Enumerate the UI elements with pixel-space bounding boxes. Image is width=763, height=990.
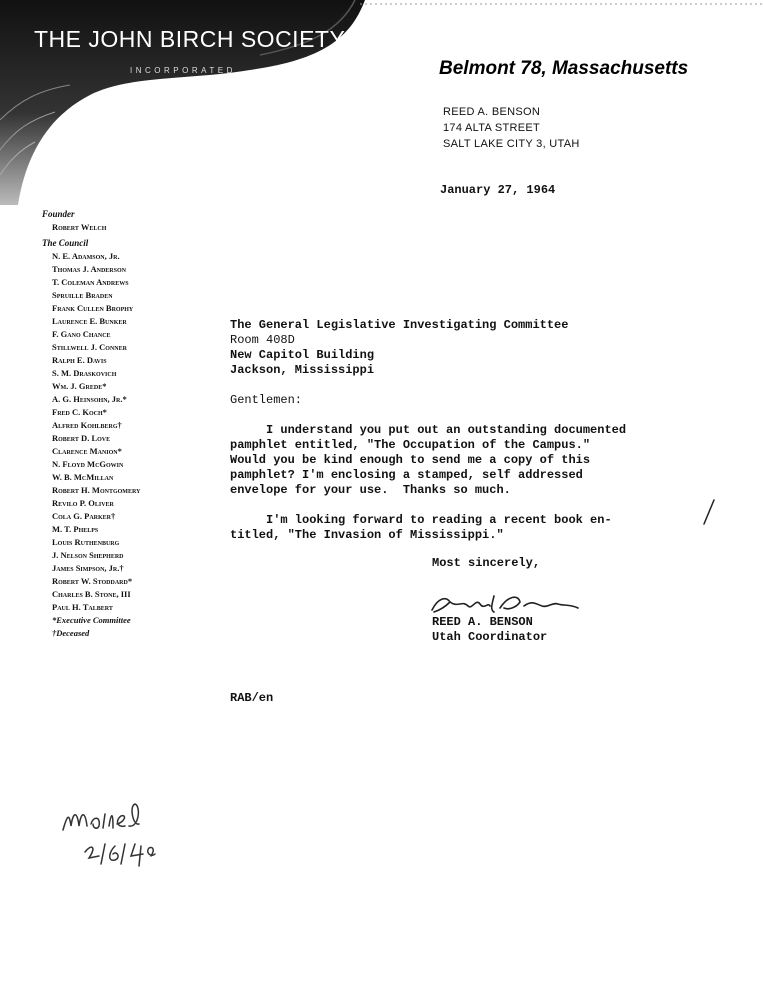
body-line: envelope for your use. Thanks so much.: [230, 483, 511, 497]
recipient-line: Room 408D: [230, 333, 295, 347]
mailed-handwriting: [55, 800, 185, 880]
founder-name: Robert Welch: [52, 222, 107, 232]
top-scan-line: [0, 3, 763, 7]
council-member: Laurence E. Bunker: [52, 316, 127, 326]
body-line: Would you be kind enough to send me a copy of this: [230, 453, 591, 467]
council-member: Charles B. Stone, III: [52, 589, 131, 599]
sender-city: SALT LAKE CITY 3, UTAH: [443, 138, 580, 150]
council-member: Spruille Braden: [52, 290, 113, 300]
council-heading: The Council: [42, 238, 89, 248]
signer-title: Utah Coordinator: [432, 630, 548, 644]
executive-committee-note: *Executive Committee: [52, 615, 131, 625]
council-member: S. M. Draskovich: [52, 368, 117, 378]
body-line: I'm looking forward to reading a recent book en-: [230, 513, 612, 527]
salutation: Gentlemen:: [230, 393, 303, 407]
council-member: N. Floyd McGowin: [52, 459, 124, 469]
sender-name: REED A. BENSON: [443, 106, 541, 118]
recipient-line: The General Legislative Investigating Committee: [230, 318, 569, 332]
founder-heading: Founder: [42, 209, 75, 219]
recipient-address: [230, 318, 568, 378]
council-member: T. Coleman Andrews: [52, 277, 129, 287]
council-member: A. G. Heinsohn, Jr.*: [52, 394, 127, 404]
council-member: Stillwell J. Conner: [52, 342, 127, 352]
council-member: Robert W. Stoddard*: [52, 576, 133, 586]
council-member: Cola G. Parker†: [52, 511, 116, 521]
recipient-line: Jackson, Mississippi: [230, 363, 375, 377]
council-member: Paul H. Talbert: [52, 602, 113, 612]
body-paragraph-2: [230, 513, 612, 543]
council-member: Alfred Kohlberg†: [52, 420, 122, 430]
council-member: James Simpson, Jr.†: [52, 563, 124, 573]
body-line: pamphlet entitled, "The Occupation of the Campus.": [230, 438, 591, 452]
council-member: M. T. Phelps: [52, 524, 99, 534]
sender-street: 174 ALTA STREET: [443, 122, 541, 134]
council-member: Robert D. Love: [52, 433, 111, 443]
council-member: Louis Ruthenburg: [52, 537, 120, 547]
council-member: Robert H. Montgomery: [52, 485, 141, 495]
headquarters-city: Belmont 78, Massachusetts: [439, 58, 689, 79]
council-member: F. Gano Chance: [52, 329, 111, 339]
sender-address: [443, 104, 580, 152]
body-paragraph-1: [230, 423, 626, 498]
letter-date: January 27, 1964: [440, 183, 556, 197]
council-member: W. B. McMillan: [52, 472, 114, 482]
council-member: Ralph E. Davis: [52, 355, 107, 365]
body-line: pamphlet? I'm enclosing a stamped, self addressed: [230, 468, 583, 482]
organization-name: THE JOHN BIRCH SOCIETY: [34, 26, 346, 52]
letterhead-banner: [0, 0, 370, 205]
council-member: J. Nelson Shepherd: [52, 550, 124, 560]
council-member: Clarence Manion*: [52, 446, 122, 456]
council-member: Revilo P. Oliver: [52, 498, 114, 508]
signer-block: [432, 615, 547, 645]
council-member: N. E. Adamson, Jr.: [52, 251, 120, 261]
pen-mark: [700, 498, 716, 528]
council-member: Thomas J. Anderson: [52, 264, 126, 274]
incorporated-label: INCORPORATED: [130, 66, 236, 75]
body-line: titled, "The Invasion of Mississippi.": [230, 528, 504, 542]
body-line: I understand you put out an outstanding documented: [230, 423, 627, 437]
council-member: Fred C. Koch*: [52, 407, 107, 417]
council-sidebar: [42, 208, 202, 640]
signer-name: REED A. BENSON: [432, 615, 533, 629]
council-member: Frank Cullen Brophy: [52, 303, 134, 313]
recipient-line: New Capitol Building: [230, 348, 375, 362]
typist-initials: RAB/en: [230, 691, 274, 705]
deceased-note: †Deceased: [52, 628, 90, 638]
handwritten-mailed-note: [55, 800, 185, 885]
complimentary-close: Most sincerely,: [432, 556, 541, 570]
council-member: Wm. J. Grede*: [52, 381, 107, 391]
